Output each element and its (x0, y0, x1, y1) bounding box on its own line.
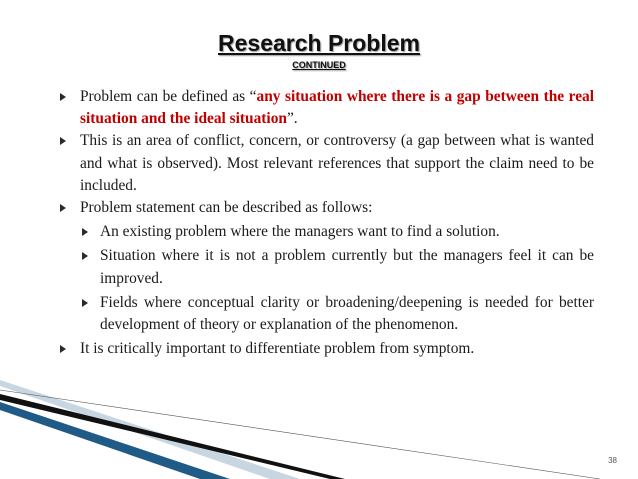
sub-bullet-text: Fields where conceptual clarity or broadening/deepening is needed for better development of theory or explanation of the phenomenon. (100, 293, 594, 334)
bullet-list (60, 86, 594, 360)
page-number: 38 (608, 456, 617, 465)
triangle-bullet-icon (60, 93, 66, 101)
bullet-text: This is an area of conflict, concern, or controversy (a gap between what is wanted and what is observed). Most relevant references that support the claim need to be included. (80, 132, 594, 194)
slide-subtitle: CONTINUED (292, 60, 346, 70)
bullet-text: It is critically important to differentiate problem from symptom. (80, 340, 475, 358)
bullet-text: Problem statement can be described as follows: (80, 199, 373, 217)
decor-blue-band (0, 402, 230, 479)
bullet-text-prefix: Problem can be defined as “ (80, 88, 257, 105)
triangle-bullet-icon (82, 299, 88, 307)
bullet-item-definition (60, 86, 594, 130)
triangle-bullet-icon (60, 137, 66, 145)
bullet-text-emphasis: any situation where there is a gap between the real situation and the ideal situation (80, 88, 594, 128)
sub-bullet-item-fields (78, 292, 594, 336)
decor-light-band (0, 380, 300, 479)
slide-title: Research Problem (218, 30, 420, 56)
bullet-text-suffix: ”. (286, 110, 298, 128)
bullet-item-symptom (60, 338, 594, 360)
triangle-bullet-icon (82, 228, 88, 236)
sub-bullet-text: An existing problem where the managers want to find a solution. (100, 223, 500, 241)
bullet-item-conflict (60, 130, 594, 197)
sub-bullet-text: Situation where it is not a problem currently but the managers feel it can be improved. (100, 247, 594, 287)
triangle-bullet-icon (82, 252, 88, 260)
sub-bullet-item-existing (78, 221, 594, 243)
bullet-item-statement (60, 197, 594, 219)
decorative-swoosh (0, 380, 638, 479)
triangle-bullet-icon (60, 345, 66, 353)
triangle-bullet-icon (60, 204, 66, 212)
sub-bullet-item-improve (78, 245, 594, 289)
